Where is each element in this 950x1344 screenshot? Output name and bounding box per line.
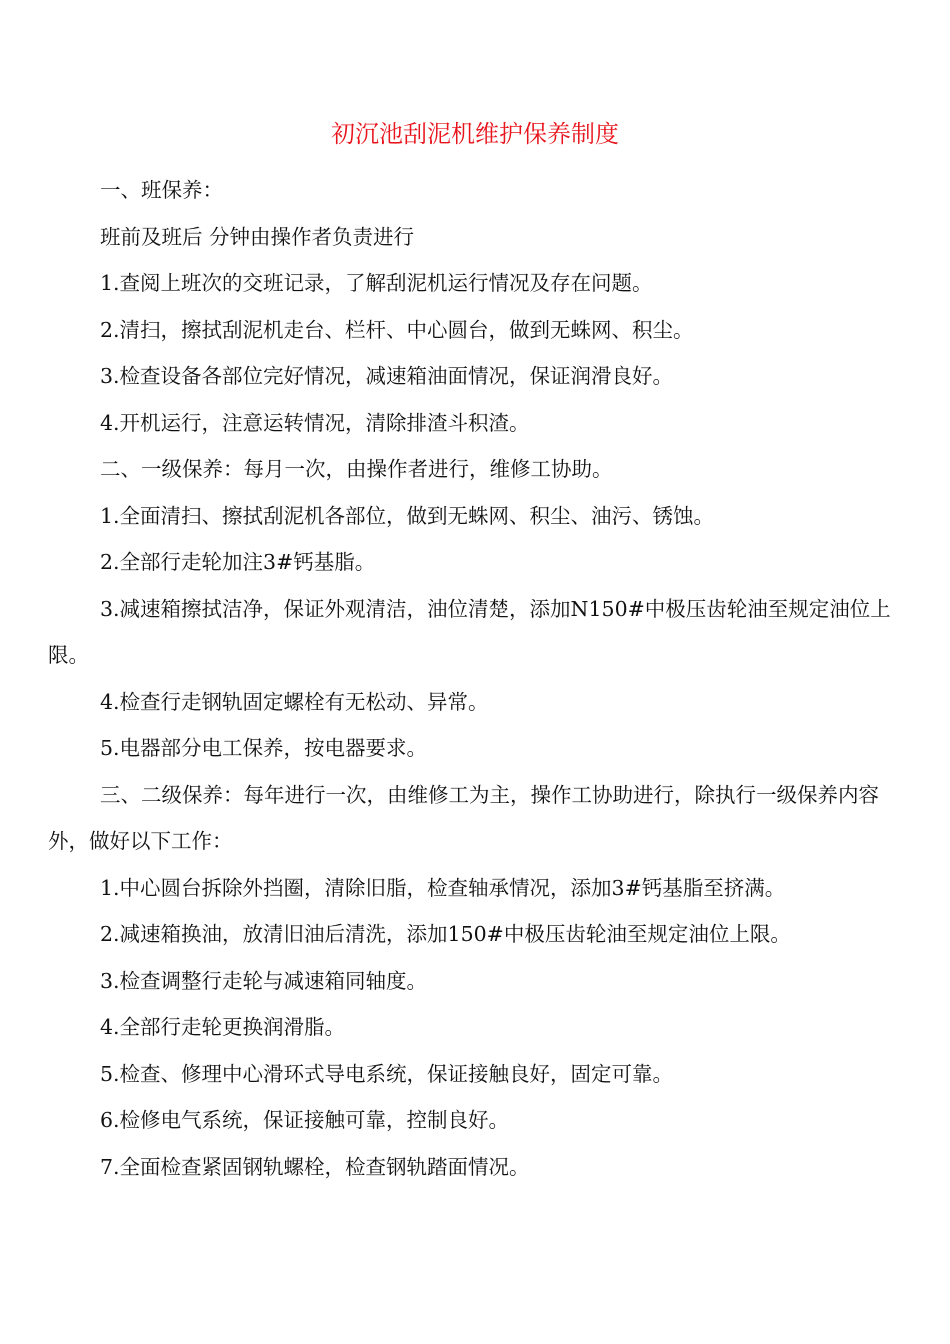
paragraph: 3.检查调整行走轮与减速箱同轴度。 (100, 968, 428, 993)
paragraph: 2.清扫，擦拭刮泥机走台、栏杆、中心圆台，做到无蛛网、积尘。 (100, 317, 694, 342)
paragraph: 1.中心圆台拆除外挡圈，清除旧脂，检查轴承情况，添加3#钙基脂至挤满。 (100, 875, 786, 900)
paragraph: 3.检查设备各部位完好情况，减速箱油面情况，保证润滑良好。 (100, 364, 674, 388)
paragraph: 1.全面清扫、擦拭刮泥机各部位，做到无蛛网、积尘、油污、锈蚀。 (100, 503, 715, 528)
paragraph: 2.减速箱换油，放清旧油后清洗，添加150#中极压齿轮油至规定油位上限。 (100, 922, 791, 946)
paragraph: 班前及班后 分钟由操作者负责进行 (100, 224, 415, 249)
paragraph: 5.电器部分电工保养，按电器要求。 (100, 736, 428, 760)
paragraph: 7.全面检查紧固钢轨螺栓，检查钢轨踏面情况。 (100, 1154, 530, 1179)
paragraph: 一、班保养： (100, 178, 223, 202)
paragraph: 3.减速箱擦拭洁净，保证外观清洁，油位清楚，添加N150#中极压齿轮油至规定油位上限。 (48, 596, 891, 667)
paragraph: 5.检查、修理中心滑环式导电系统，保证接触良好，固定可靠。 (100, 1061, 674, 1086)
paragraph: 4.检查行走钢轨固定螺栓有无松动、异常。 (100, 689, 489, 714)
paragraph: 6.检修电气系统，保证接触可靠，控制良好。 (100, 1108, 510, 1132)
document-title: 初沉池刮泥机维护保养制度 (331, 120, 619, 148)
paragraph: 三、二级保养：每年进行一次，由维修工为主，操作工协助进行，除执行一级保养内容外，做好以下工作： (48, 782, 879, 853)
document-body (48, 167, 902, 1190)
paragraph: 2.全部行走轮加注3#钙基脂。 (100, 550, 376, 574)
paragraph: 4.开机运行，注意运转情况，清除排渣斗积渣。 (100, 410, 530, 435)
paragraph: 二、一级保养：每月一次，由操作者进行，维修工协助。 (100, 457, 613, 481)
paragraph: 4.全部行走轮更换润滑脂。 (100, 1015, 346, 1039)
paragraph: 1.查阅上班次的交班记录，了解刮泥机运行情况及存在问题。 (100, 271, 653, 295)
